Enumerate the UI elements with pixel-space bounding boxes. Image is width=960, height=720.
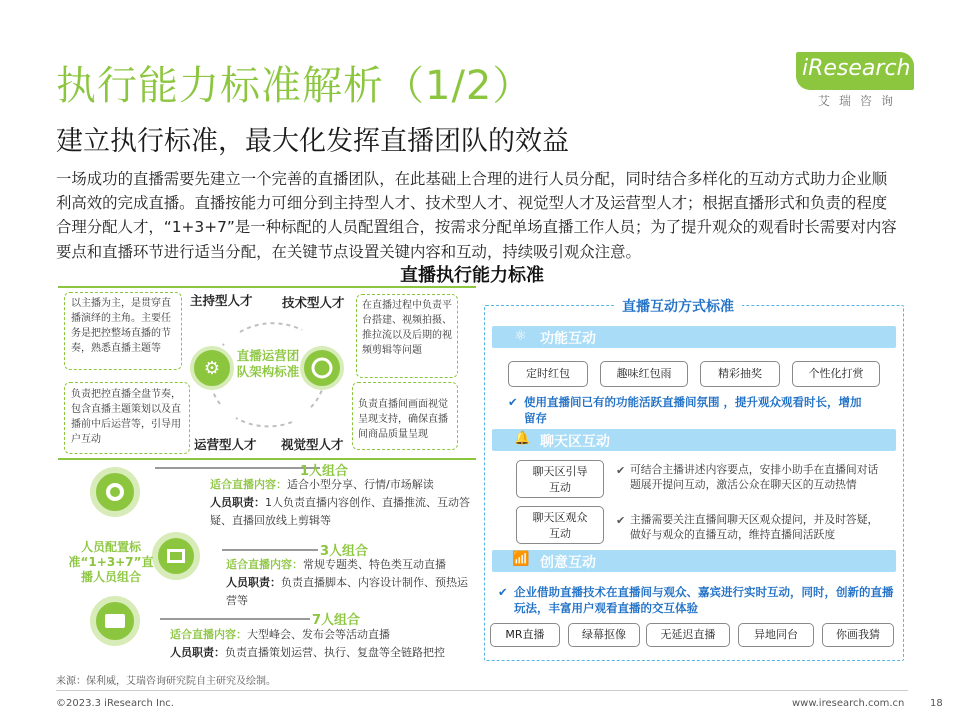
host-note-box <box>64 292 182 370</box>
group-3-scene-key: 适合直播内容： <box>226 558 303 571</box>
logo-chinese: 艾瑞咨询 <box>818 94 903 108</box>
camera-shutter-icon <box>302 348 342 388</box>
group-1-duty-row <box>210 494 472 530</box>
iresearch-logo <box>796 52 914 110</box>
group-3-duty-row <box>226 574 472 610</box>
top-divider-line <box>58 286 476 288</box>
group-3-name: 3人组合 <box>320 544 369 559</box>
group-3-scene-row <box>226 556 472 574</box>
chip-redpacket-rain: 趣味红包雨 <box>600 361 688 387</box>
section-function-bar <box>492 326 896 348</box>
ops-note-text: 负责把控直播全盘节奏，包含直播主题策划以及直播前中后运营等，引导用户互动 <box>71 389 181 445</box>
logo-word: iResearch <box>802 56 911 81</box>
chip-chat-guided: 聊天区引导互动 <box>516 460 604 498</box>
group-1-duty-key: 人员职责： <box>210 496 265 509</box>
group-7-name: 7人组合 <box>312 613 361 628</box>
section-creative-note: 企业借助直播技术在直播间与观众、嘉宾进行实时互动，同时，创新的直播玩法，丰富用户观看直播的交互体验 <box>514 585 894 615</box>
bell-icon: 🔔 <box>514 431 531 446</box>
chip-green-screen: 绿幕抠像 <box>568 623 640 647</box>
printer-icon <box>90 596 140 646</box>
image-frame <box>167 549 185 563</box>
section-chat-bar <box>492 429 896 451</box>
visual-note-text: 负责直播间画面视觉呈现支持，确保直播间商品质量呈现 <box>358 399 448 440</box>
group-7-scene: 大型峰会、发布会等活动直播 <box>247 628 390 641</box>
group-3-scene: 常规专题类、特色类互动直播 <box>303 558 446 571</box>
copyright: ©2023.3 iResearch Inc. <box>56 698 174 709</box>
section-creative-bar <box>492 550 896 572</box>
section-creative-title: 创意互动 <box>540 555 596 571</box>
section-chat-title: 聊天区互动 <box>540 434 610 450</box>
wifi-icon: 📶 <box>512 551 530 567</box>
chip-draw-guess: 你画我猜 <box>822 623 894 647</box>
figure-title: 直播执行能力标准 <box>400 265 544 286</box>
group-3-duty-key: 人员职责： <box>226 576 281 589</box>
tech-note-box <box>356 294 458 378</box>
line-group-3 <box>222 549 318 551</box>
chip-no-delay: 无延迟直播 <box>646 623 730 647</box>
group-3-duty: 负责直播脚本、内容设计制作、预热运营等 <box>226 576 468 607</box>
image-icon <box>152 532 200 580</box>
chip-timed-redpacket: 定时红包 <box>508 361 588 387</box>
line-group-7 <box>160 618 310 620</box>
group-1-duty: 1人负责直播内容创作、直播推流、互动答疑、直播回放线上剪辑等 <box>210 496 470 527</box>
group-1-details <box>210 476 472 530</box>
ops-note-box <box>64 382 190 454</box>
group-7-duty-key: 人员职责： <box>170 646 225 659</box>
visual-note-box <box>352 382 458 450</box>
group-1-scene: 适合小型分享、行情/市场解读 <box>287 478 434 491</box>
group-7-scene-key: 适合直播内容： <box>170 628 247 641</box>
footer-divider <box>56 690 908 691</box>
group-1-scene-row <box>210 476 472 494</box>
group-7-scene-row <box>170 626 482 644</box>
chat-audience-text: 主播需要关注直播间聊天区观众提问，并及时答疑，做好与观众的直播互动，维持直播间活跃度 <box>630 513 879 541</box>
role-tech: 技术型人才 <box>282 295 345 310</box>
section-function-title: 功能互动 <box>540 331 596 347</box>
chip-mr-live: MR直播 <box>490 623 560 647</box>
group-7-duty: 负责直播策划运营、执行、复盘等全链路把控 <box>225 646 445 659</box>
line-group-1 <box>155 467 320 469</box>
role-ops: 运营型人才 <box>194 437 257 452</box>
mid-divider-line <box>58 458 476 460</box>
page-subtitle: 建立执行标准，最大化发挥直播团队的效益 <box>56 126 569 157</box>
webcam-lens <box>106 483 124 501</box>
section-function-note: 使用直播间已有的功能活跃直播间氛围 ，提升观众观看时长，增加留存 <box>524 395 862 425</box>
atom-icon: ⚛ <box>514 328 527 344</box>
role-host: 主持型人才 <box>190 293 253 308</box>
chip-remote-stage: 异地同台 <box>738 623 814 647</box>
chat-guided-text: 可结合主播讲述内容要点，安排小助手在直播间对话题展开提问互动，激活公众在聊天区的互动热情 <box>630 463 879 491</box>
host-note-text: 以主播为主，是贯穿直播演绎的主角。主要任务是把控整场直播的节奏，熟悉直播主题等 <box>71 298 171 354</box>
chip-chat-audience: 聊天区观众互动 <box>516 506 604 544</box>
printer-body <box>105 614 125 628</box>
group-1-name: 1人组合 <box>300 464 349 479</box>
intro-paragraph: 一场成功的直播需要先建立一个完善的直播团队，在此基础上合理的进行人员分配，同时结合多样化的互动方式助力企业顺利高效的完成直播。直播按能力可细分到主持型人才、技术型人才、视觉型人才及运营型人才；根据直播形式和负责的程度合理分配人才，“1+3+7”是一种标配的人员配置组合，按需求分配单场直播工作人员；为了提升观众的观看时长需要对内容要点和直播环节进行适当分配，在关键节点设置关键内容和互动，持续吸引观众注意。 <box>56 170 897 261</box>
interaction-standard-title: 直播互动方式标准 <box>614 296 742 316</box>
webcam-icon <box>90 467 140 517</box>
page-number: 18 <box>930 698 943 709</box>
team-structure-label: 直播运营团队架构标准 <box>236 348 300 379</box>
group-1-scene-key: 适合直播内容： <box>210 478 287 491</box>
source-note: 来源：保利威，艾瑞咨询研究院自主研究及绘制。 <box>56 676 276 687</box>
group-7-duty-row <box>170 644 482 662</box>
tech-note-text: 在直播过程中负责平台搭建、视频拍摄、推拉流以及后期的视频剪辑等问题 <box>362 300 452 356</box>
website-url: www.iresearch.com.cn <box>792 698 905 709</box>
page-title: 执行能力标准解析（1/2） <box>56 63 534 109</box>
check-icon-creative: ✔ <box>498 585 508 599</box>
chip-lottery: 精彩抽奖 <box>700 361 780 387</box>
group-3-details <box>226 556 472 610</box>
check-icon-function: ✔ <box>508 395 518 409</box>
chip-custom-tipping: 个性化打赏 <box>792 361 880 387</box>
bullet-2: ✔ <box>616 514 626 527</box>
gear-glyph: ⚙ <box>203 358 221 379</box>
staffing-standard-label: 人员配置标准“1+3+7”直播人员组合 <box>68 540 154 584</box>
group-7-details <box>170 626 482 662</box>
bullet-1: ✔ <box>616 464 626 477</box>
role-visual: 视觉型人才 <box>281 437 344 452</box>
